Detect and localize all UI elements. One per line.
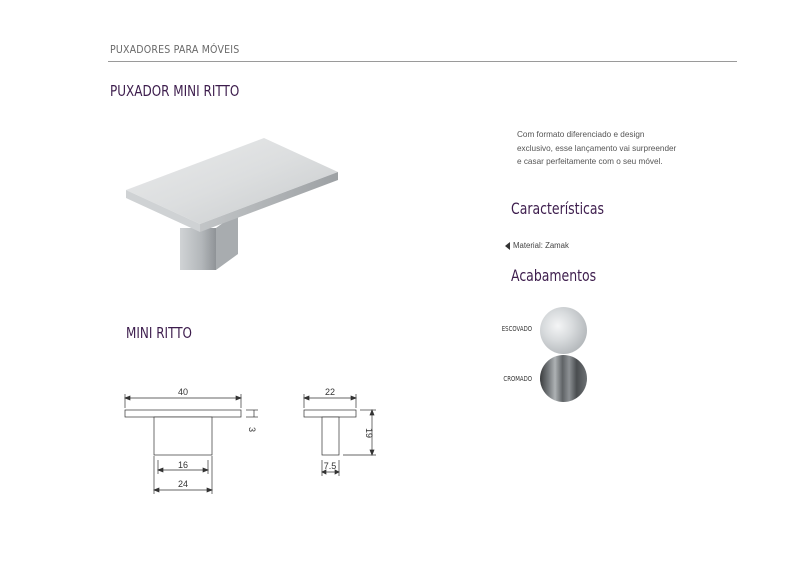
features-heading: Características [511, 199, 605, 218]
finishes-heading: Acabamentos [511, 266, 597, 285]
dim-front-thickness: 3 [247, 427, 257, 433]
finish-label-escovado: ESCOVADO [501, 325, 532, 333]
product-description: Com formato diferenciado e design exclusivo, esse lançamento vai surpreender e casar perfeitamente com o seu móvel. [517, 130, 677, 167]
header-divider [108, 61, 737, 62]
product-title: PUXADOR MINI RITTO [110, 82, 240, 100]
product-image [118, 130, 348, 280]
finish-swatch-cromado[interactable] [540, 355, 587, 402]
technical-drawing [110, 380, 390, 500]
dim-side-width: 22 [324, 387, 336, 397]
finish-swatch-escovado[interactable] [540, 307, 587, 354]
side-view [304, 387, 376, 476]
section-title: PUXADORES PARA MÓVEIS [110, 43, 240, 56]
dim-front-base-outer: 24 [177, 479, 189, 489]
caret-left-icon [505, 242, 510, 250]
feature-material: Material: Zamak [513, 241, 569, 250]
feature-item [505, 241, 569, 250]
dim-front-width: 40 [177, 387, 189, 397]
dim-side-height: 19 [364, 428, 374, 439]
finish-label-cromado: CROMADO [503, 375, 532, 383]
dim-front-base-inner: 16 [177, 460, 189, 470]
dim-side-depth: 7.5 [323, 461, 337, 471]
front-view [125, 387, 258, 494]
technical-title: MINI RITTO [126, 324, 192, 342]
